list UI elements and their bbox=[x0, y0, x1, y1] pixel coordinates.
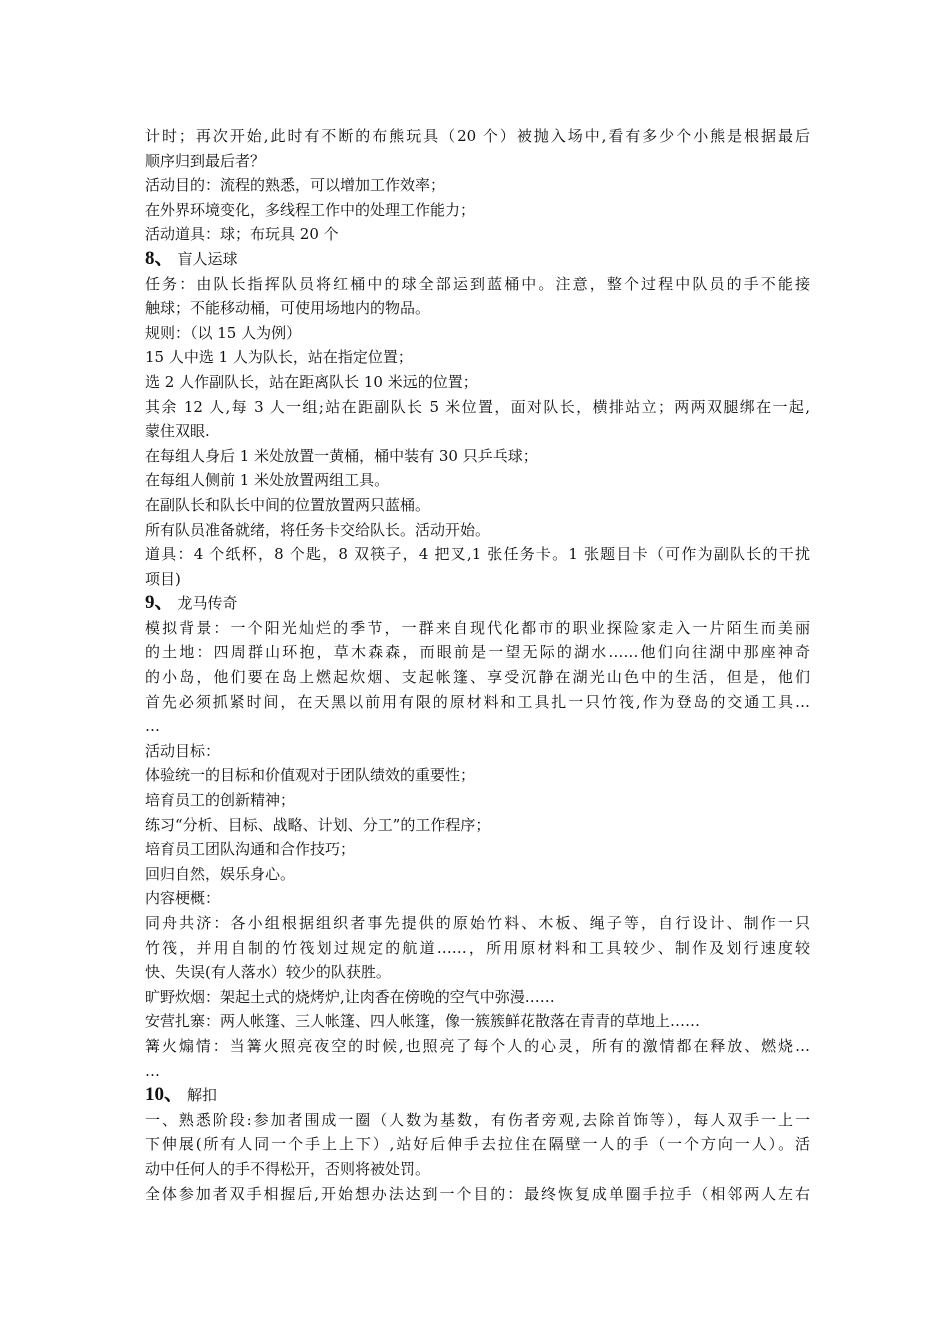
text-line: 体验统一的目标和价值观对于团队绩效的重要性； bbox=[145, 766, 476, 785]
text-line: 快、失误(有人落水）较少的队获胜。 bbox=[145, 963, 391, 982]
text-line: 培育员工团队沟通和合作技巧； bbox=[145, 840, 356, 859]
text-line: 在副队长和队长中间的位置放置两只蓝桶。 bbox=[145, 495, 431, 514]
text-line: 活动目的：流程的熟悉，可以增加工作效率； bbox=[145, 176, 446, 195]
text-line: 篝火煽情：当篝火照亮夜空的时候,也照亮了每个人的心灵，所有的激情都在释放、燃烧… bbox=[145, 1036, 810, 1055]
text-line: 任务：由队长指挥队员将红桶中的球全部运到蓝桶中。注意，整个过程中队员的手不能接 bbox=[145, 274, 810, 293]
text-line: 顺序归到最后者？ bbox=[145, 151, 266, 170]
text-line: 所有队员准备就绪，将任务卡交给队长。活动开始。 bbox=[145, 520, 491, 539]
section-number: 9、 bbox=[145, 592, 174, 614]
text-line: 蒙住双眼. bbox=[145, 422, 210, 441]
text-line: 动中任何人的手不得松开，否则将被处罚。 bbox=[145, 1159, 431, 1178]
text-line: 在每组人身后 1 米处放置一黄桶，桶中装有 30 只乒乓球； bbox=[145, 446, 538, 465]
text-line: 的小岛，他们要在岛上燃起炊烟、支起帐篷、享受沉静在湖光山色中的生活，但是，他们 bbox=[145, 668, 810, 687]
text-line: 选 2 人作副队长，站在距离队长 10 米远的位置； bbox=[145, 372, 478, 391]
text-line: 触球；不能移动桶，可使用场地内的物品。 bbox=[145, 299, 431, 318]
text-line: 旷野炊烟：架起土式的烧烤炉,让肉香在傍晚的空气中弥漫…… bbox=[145, 987, 555, 1006]
text-line: 的土地：四周群山环抱，草木森森，而眼前是一望无际的湖水……他们向往湖中那座神奇 bbox=[145, 643, 810, 662]
text-line: 安营扎寨：两人帐篷、三人帐篷、四人帐篷，像一簇簇鲜花散落在青青的草地上…… bbox=[145, 1012, 701, 1031]
text-line: … bbox=[145, 717, 160, 736]
text-line: 在每组人侧前 1 米处放置两组工具。 bbox=[145, 471, 390, 490]
text-line: 道具：4 个纸杯，8 个匙，8 双筷子，4 把叉,1 张任务卡。1 张题目卡（可作为副队长的干扰 bbox=[145, 545, 810, 564]
text-line: 首先必须抓紧时间，在天黑以前用有限的原材料和工具扎一只竹筏,作为登岛的交通工具… bbox=[145, 692, 810, 711]
text-line: 计时；再次开始,此时有不断的布熊玩具（20 个）被抛入场中,看有多少个小熊是根据最后 bbox=[145, 127, 810, 145]
section-heading bbox=[145, 1083, 810, 1108]
section-heading bbox=[145, 591, 810, 616]
text-line: 活动目标： bbox=[145, 741, 221, 760]
text-line: 规则：（以 15 人为例） bbox=[145, 323, 302, 342]
text-line: 模拟背景：一个阳光灿烂的季节，一群来自现代化都市的职业探险家走入一片陌生而美丽 bbox=[145, 618, 810, 637]
section-title: 解扣 bbox=[187, 1086, 218, 1105]
text-line: 在外界环境变化，多线程工作中的处理工作能力； bbox=[145, 200, 476, 219]
text-line: 同舟共济：各小组根据组织者事先提供的原始竹料、木板、绳子等，自行设计、制作一只 bbox=[145, 914, 810, 932]
text-line: 培育员工的创新精神； bbox=[145, 791, 296, 810]
text-line: 活动道具：球；布玩具 20 个 bbox=[145, 225, 339, 244]
text-line: 练习“分析、目标、战略、计划、分工”的工作程序； bbox=[145, 815, 491, 834]
text-line: 全体参加者双手相握后,开始想办法达到一个目的：最终恢复成单圈手拉手（相邻两人左右 bbox=[145, 1184, 810, 1203]
text-line: … bbox=[145, 1061, 160, 1080]
section-title: 龙马传奇 bbox=[177, 594, 238, 613]
text-line: 回归自然，娱乐身心。 bbox=[145, 864, 296, 883]
section-heading bbox=[145, 247, 810, 272]
text-line: 下伸展(所有人同一个手上上下）,站好后伸手去拉住在隔壁一人的手（一个方向一人）。活 bbox=[145, 1135, 810, 1154]
text-line: 项目) bbox=[145, 569, 181, 588]
section-title: 盲人运球 bbox=[177, 249, 238, 268]
text-line: 其余 12 人,每 3 人一组;站在距副队长 5 米位置，面对队长，横排站立；两两双腿绑在一起, bbox=[145, 397, 810, 416]
text-line: 一、熟悉阶段:参加者围成一圈（人数为基数，有伤者旁观,去除首饰等），每人双手一上一 bbox=[145, 1110, 810, 1129]
text-line: 15 人中选 1 人为队长，站在指定位置； bbox=[145, 348, 413, 367]
text-line: 竹筏，并用自制的竹筏划过规定的航道……，所用原材料和工具较少、制作及划行速度较 bbox=[145, 938, 810, 957]
text-line: 内容梗概： bbox=[145, 889, 221, 908]
section-number: 10、 bbox=[145, 1084, 184, 1106]
section-number: 8、 bbox=[145, 247, 174, 269]
